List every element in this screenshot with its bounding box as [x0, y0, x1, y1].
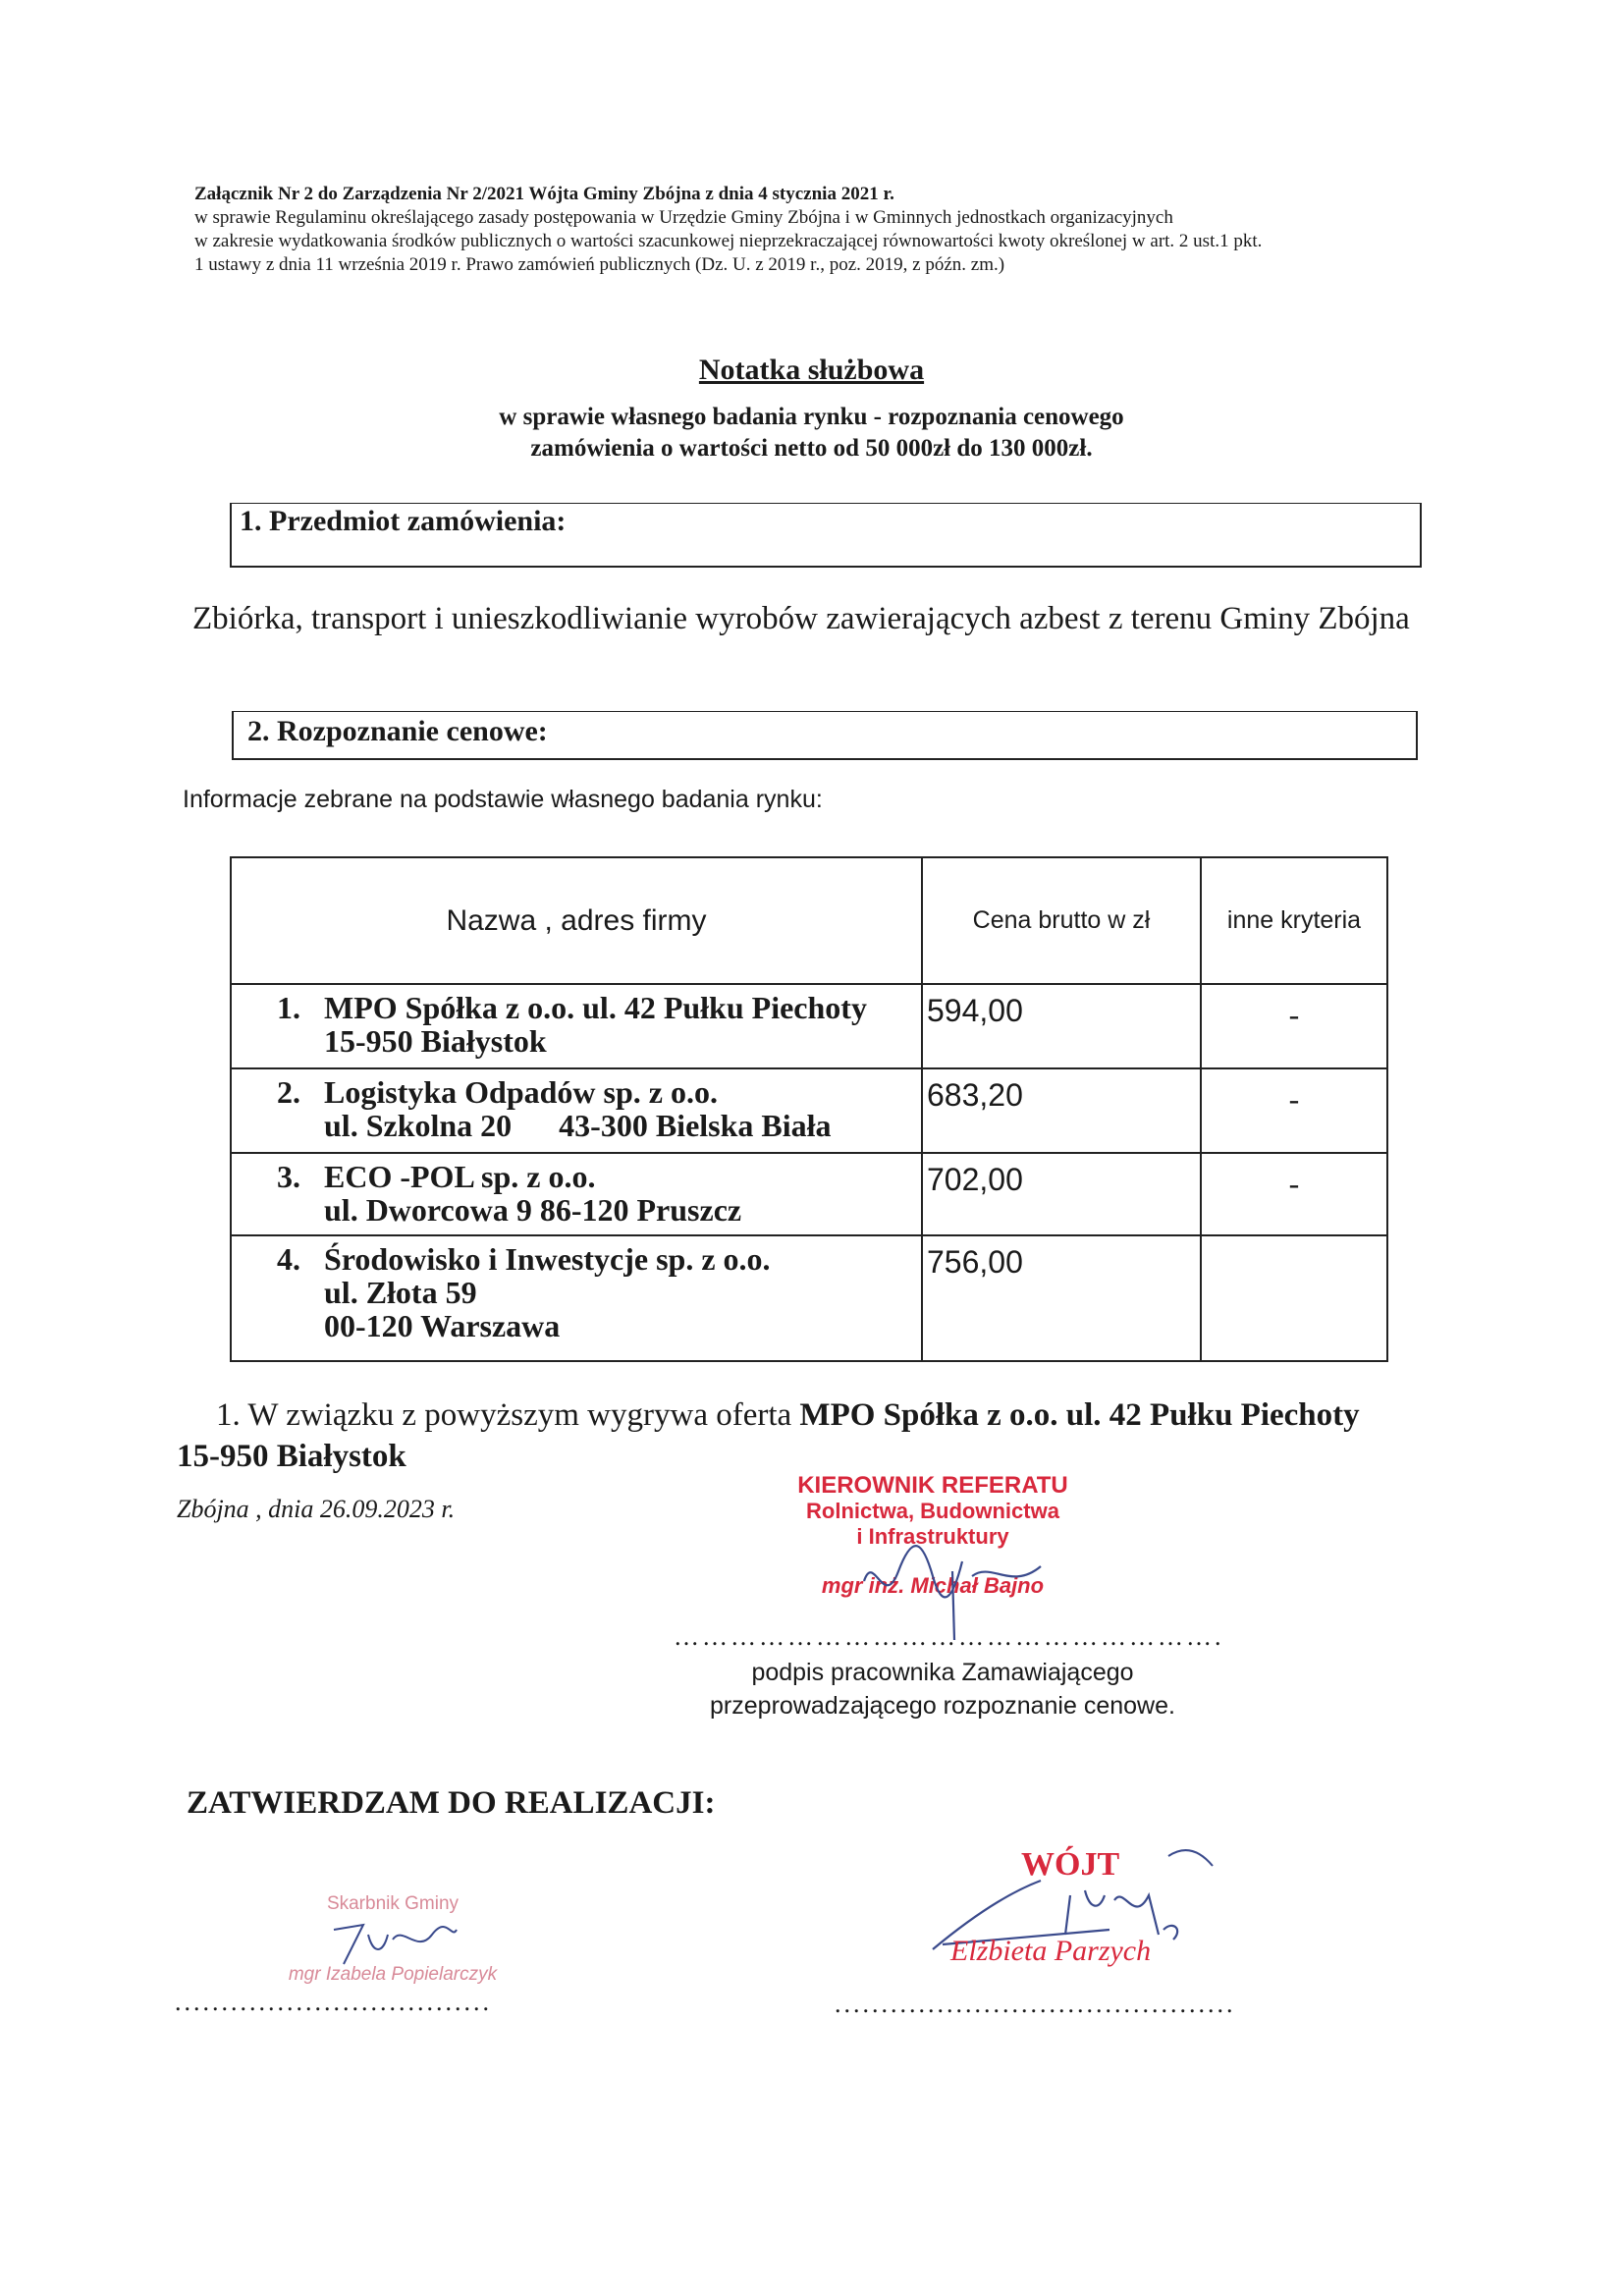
offer-address-line: ul. Dworcowa 9 86-120 Pruszcz	[324, 1192, 742, 1228]
document-header	[194, 183, 1461, 277]
table-row	[231, 1153, 1387, 1235]
document-subtitle-1: w sprawie własnego badania rynku - rozpoznania cenowego	[499, 404, 1124, 430]
table-row	[231, 984, 1387, 1068]
info-text: Informacje zebrane na podstawie własnego badania rynku:	[183, 786, 823, 813]
signature-line-1: ………………………………………………….	[674, 1622, 1224, 1651]
signature-caption	[687, 1656, 1198, 1722]
offer-other	[1201, 1235, 1387, 1361]
offer-name-cell	[231, 1153, 922, 1235]
offer-price: 702,00	[922, 1153, 1201, 1235]
offer-price: 683,20	[922, 1068, 1201, 1153]
section-1-heading: 1. Przedmiot zamówienia:	[230, 503, 1422, 568]
offer-address-line: ul. Złota 59	[324, 1275, 477, 1310]
offer-other: -	[1201, 1068, 1387, 1153]
header-line-2: w sprawie Regulaminu określającego zasady postępowania w Urzędzie Gminy Zbójna i w Gminnych jednostkach organizacyjnych	[194, 207, 1173, 228]
table-header-row	[231, 857, 1387, 984]
offer-name-cell	[231, 984, 922, 1068]
offer-number: 1.	[277, 990, 300, 1025]
offer-name-line: MPO Spółka z o.o. ul. 42 Pułku Piechoty	[324, 990, 867, 1025]
signature-line-2: ..................................	[175, 1988, 492, 2016]
document-title: Notatka służbowa	[698, 354, 925, 386]
stamp-mayor-title: WÓJT	[1021, 1846, 1120, 1883]
offer-name-cell	[231, 1235, 922, 1361]
offer-name-line: Logistyka Odpadów sp. z o.o.	[324, 1074, 718, 1110]
signature-caption-line-1: podpis pracownika Zamawiającego	[751, 1659, 1134, 1686]
conclusion-number: 1.	[216, 1397, 241, 1433]
winner-address: 15-950 Białystok	[177, 1439, 406, 1474]
header-line-4: 1 ustawy z dnia 11 września 2019 r. Prawo zamówień publicznych (Dz. U. z 2019 r., poz. 2019, z późn. zm.)	[194, 254, 1005, 275]
stamp-treasurer-person: mgr Izabela Popielarczyk	[288, 1964, 498, 1985]
section-2-heading: 2. Rozpoznanie cenowe:	[232, 711, 1418, 760]
signature-line-3: ...........................................	[835, 1990, 1236, 2018]
offer-number: 2.	[277, 1074, 300, 1110]
offer-address-line: 15-950 Białystok	[324, 1023, 547, 1059]
handwritten-signature-2	[324, 1915, 471, 1974]
offer-number: 4.	[277, 1241, 300, 1277]
offer-other: -	[1201, 1153, 1387, 1235]
offer-number: 3.	[277, 1159, 300, 1194]
column-header-other: inne kryteria	[1201, 857, 1387, 984]
header-line-3: w zakresie wydatkowania środków publicznych o wartości szacunkowej nieprzekraczającej równowartości kwoty określonej w art. 2 ust.1 pkt.	[194, 231, 1263, 251]
column-header-name: Nazwa , adres firmy	[231, 857, 922, 984]
winner-name: MPO Spółka z o.o. ul. 42 Pułku Piechoty	[799, 1397, 1360, 1433]
stamp-mayor-person: Elżbieta Parzych	[950, 1935, 1152, 1967]
offer-address-line: ul. Szkolna 20 43-300 Bielska Biała	[324, 1108, 832, 1143]
place-and-date: Zbójna , dnia 26.09.2023 r.	[177, 1495, 456, 1523]
order-subject: Zbiórka, transport i unieszkodliwianie wyrobów zawierających azbest z terenu Gminy Zbójna	[192, 601, 1410, 636]
stamp-treasurer-title: Skarbnik Gminy	[326, 1893, 460, 1914]
offer-name-cell	[231, 1068, 922, 1153]
offers-table	[230, 856, 1388, 1362]
offer-name-line: Środowisko i Inwestycje sp. z o.o.	[324, 1241, 771, 1277]
table-row	[231, 1068, 1387, 1153]
stamp-department: Rolnictwa, Budownictwa	[806, 1499, 1059, 1523]
offer-price: 756,00	[922, 1235, 1201, 1361]
header-line-1: Załącznik Nr 2 do Zarządzenia Nr 2/2021 Wójta Gminy Zbójna z dnia 4 stycznia 2021 r.	[194, 184, 894, 204]
offer-price: 594,00	[922, 984, 1201, 1068]
stamp-department-2: i Infrastruktury	[856, 1524, 1009, 1549]
approval-heading: ZATWIERDZAM DO REALIZACJI:	[187, 1785, 716, 1821]
stamp-title: KIEROWNIK REFERATU	[797, 1472, 1068, 1499]
document-subtitle-2: zamówienia o wartości netto od 50 000zł do 130 000zł.	[530, 435, 1093, 462]
offer-other: -	[1201, 984, 1387, 1068]
column-header-price: Cena brutto w zł	[922, 857, 1201, 984]
stamp-person: mgr inż. Michał Bajno	[821, 1573, 1045, 1598]
conclusion	[177, 1394, 1414, 1477]
offer-name-line: ECO -POL sp. z o.o.	[324, 1159, 596, 1194]
offer-city-line: 00-120 Warszawa	[324, 1308, 561, 1343]
table-row	[231, 1235, 1387, 1361]
conclusion-text: W związku z powyższym wygrywa oferta	[247, 1397, 792, 1433]
signature-caption-line-2: przeprowadzającego rozpoznanie cenowe.	[710, 1692, 1175, 1720]
